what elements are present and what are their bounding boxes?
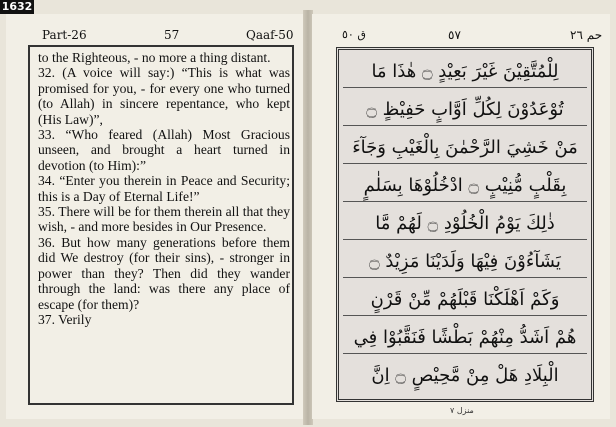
part-label-arabic: حم ٢٦ xyxy=(570,28,603,42)
arabic-line: لِلْمُتَّقِيْنَ غَيْرَ بَعِيْدٍ ۝ هٰذَا مَا xyxy=(343,56,587,88)
arabic-line: بِقَلْبٍ مُّنِيْبٍ ۝ ادْخُلُوْهَا بِسَلٰمٍ xyxy=(343,170,587,202)
arabic-line: تُوْعَدُوْنَ لِكُلِّ اَوَّابٍ حَفِيْظٍ ۝ xyxy=(343,94,587,126)
arabic-page xyxy=(312,14,610,419)
verse-35: 35. There will be for them therein all that they wish, - and more besides in Our Presence. xyxy=(38,204,290,235)
arabic-line: مَنْ خَشِيَ الرَّحْمٰنَ بِالْغَيْبِ وَجَآءَ xyxy=(343,132,587,164)
verse-34: 34. “Enter you therein in Peace and Security; this is a Day of Eternal Life!” xyxy=(38,173,290,204)
verse-37: 37. Verily xyxy=(38,311,92,327)
verse-36: 36. But how many generations before them did We destroy (for their sins), - stronger in power than they? Then did they wander through the land: was there any place of escape (for them)? xyxy=(38,234,290,312)
translation-text xyxy=(38,50,290,327)
page-number-badge: 1632 xyxy=(1,0,33,13)
arabic-line: الْبِلَادِ هَلْ مِنْ مَّحِيْصٍ ۝ اِنَّ xyxy=(371,365,559,386)
page-number: 57 xyxy=(164,28,180,42)
manzil-footer: منزل ٧ xyxy=(450,406,474,415)
verse-32: 32. (A voice will say:) “This is what was promised for you, - for every one who turned (to Allah) in sincere repentance, who kept (His Law)”, xyxy=(38,65,290,127)
english-page xyxy=(6,14,305,419)
arabic-frame xyxy=(336,47,594,402)
verse: to the Righteous, - no more a thing distant. xyxy=(38,50,271,65)
surah-label: Qaaf-50 xyxy=(246,28,294,42)
arabic-line: ذٰلِكَ يَوْمُ الْخُلُوْدِ ۝ لَهُمْ مَّا xyxy=(343,208,587,240)
arabic-line: هُمْ اَشَدُّ مِنْهُمْ بَطْشًا فَنَقَّبُوْا فِي xyxy=(343,322,587,354)
arabic-line: يَشَآءُوْنَ فِيْهَا وَلَدَيْنَا مَزِيْدٌ ۝ xyxy=(343,246,587,278)
part-label: Part-26 xyxy=(42,28,87,42)
page-number-arabic: ٥٧ xyxy=(448,28,461,42)
surah-label-arabic: ق ٥٠ xyxy=(342,28,366,41)
verse-33: 33. “Who feared (Allah) Most Gracious unseen, and brought a heart turned in devotion (to Him):” xyxy=(38,127,290,173)
arabic-line: وَكَمْ اَهْلَكْنَا قَبْلَهُمْ مِّنْ قَرْنٍ xyxy=(343,284,587,316)
